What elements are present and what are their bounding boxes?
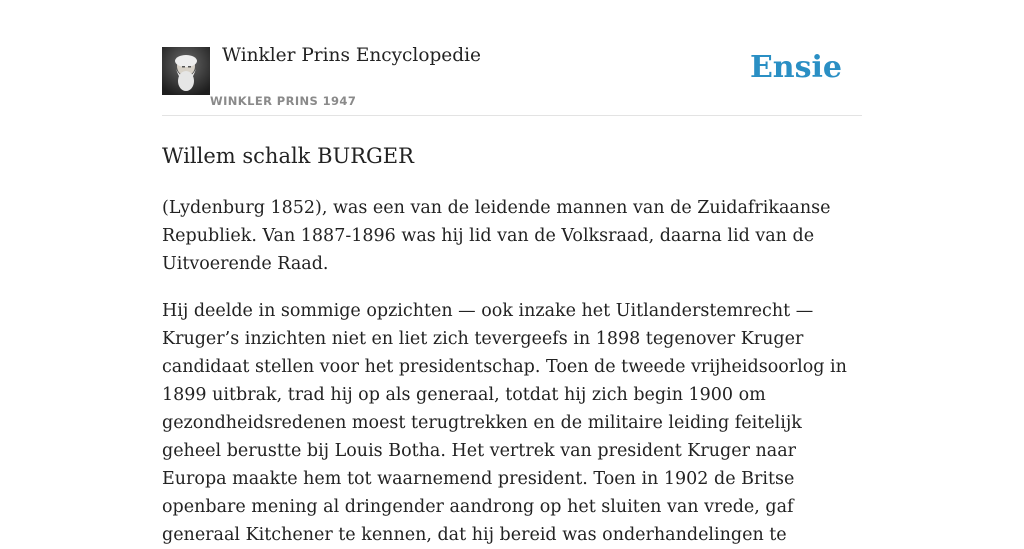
source-subtitle[interactable]: WINKLER PRINS 1947	[210, 94, 357, 108]
article-title: Willem schalk BURGER	[162, 144, 414, 168]
source-header	[162, 0, 862, 116]
avatar[interactable]	[162, 47, 210, 95]
article-paragraph: Hij deelde in sommige opzichten — ook inzake het Uitlanderstemrecht — Kruger’s inzichten niet en liet zich tevergeefs in 1898 tegenover Kruger candidaat stellen voor het presidentschap. Toen de tweede vrijheidsoorlog in 1899 uitbrak, trad hij op als generaal, totdat hij zich begin 1900 om gezondheidsredenen moest terugtrekken en de militaire leiding feitelijk geheel berustte bij Louis Botha. Het vertrek van president Kruger naar Europa maakte hem tot waarnemend president. Toen in 1902 de Britse openbare mening al dringender aandrong op het sluiten van vrede, gaf generaal Kitchener te kennen, dat hij bereid was onderhandelingen te	[162, 301, 847, 545]
page	[162, 0, 862, 549]
bearded-man-portrait-icon	[162, 47, 210, 95]
source-name[interactable]: Winkler Prins Encyclopedie	[222, 45, 481, 66]
article-paragraph: (Lydenburg 1852), was een van de leidende mannen van de Zuidafrikaanse Republiek. Van 1887-1896 was hij lid van de Volksraad, daarna lid van de Uitvoerende Raad.	[162, 198, 831, 274]
brand-logo[interactable]: Ensie	[749, 50, 842, 85]
